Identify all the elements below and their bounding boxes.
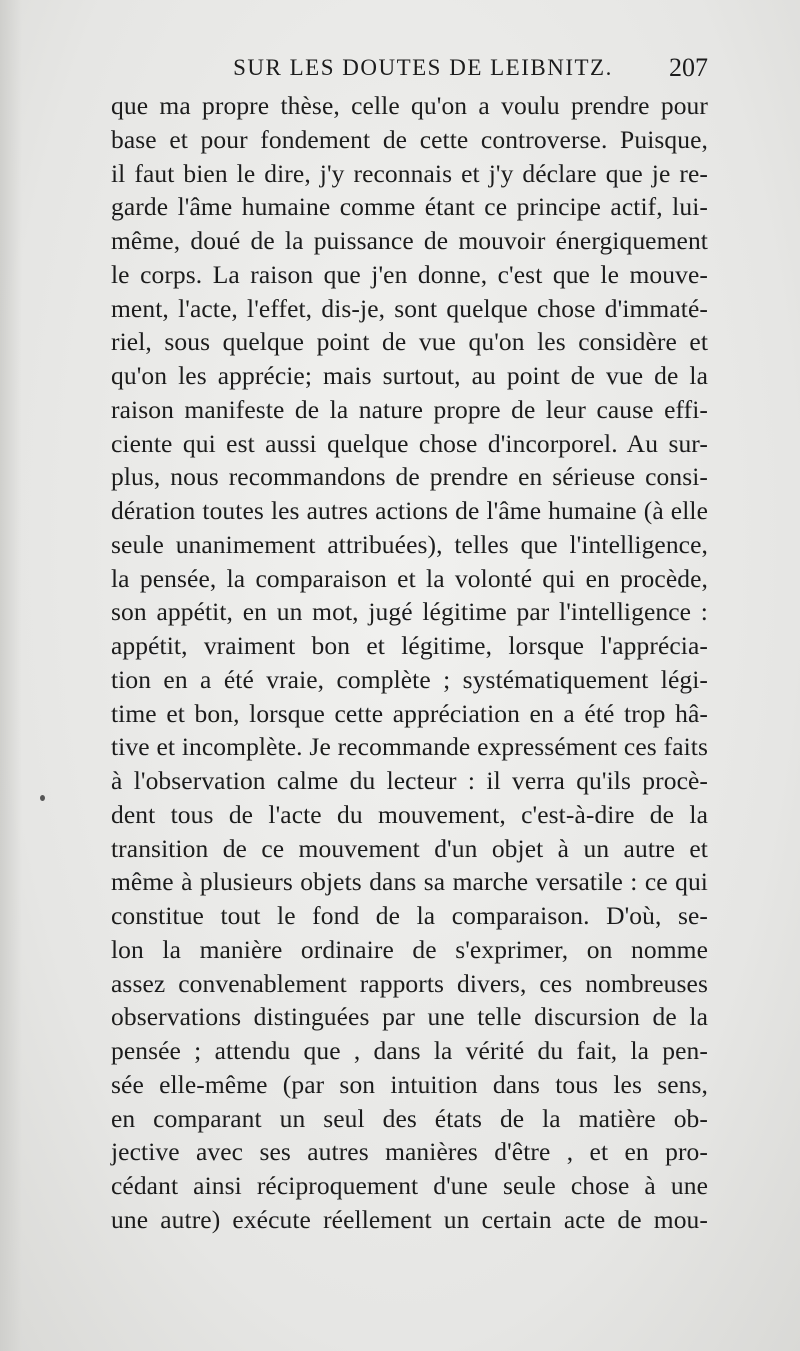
text-line: lon la manière ordinaire de s'exprimer, on nomme — [111, 934, 708, 964]
text-line: constitue tout le fond de la comparaison. D'où, se- — [111, 901, 708, 930]
text-line: dération toutes les autres actions de l'âme humaine (à elle — [111, 496, 708, 525]
text-line: raison manifeste de la nature propre de leur cause effi- — [111, 394, 708, 424]
text-line: son appétit, en un mot, jugé légitime par l'intelligence : — [111, 597, 708, 627]
text-line: à l'observation calme du lecteur : il verra qu'ils procè- — [111, 766, 708, 795]
text-line: transition de ce mouvement d'un objet à un autre et — [111, 833, 708, 863]
text-line: même, doué de la puissance de mouvoir énergiquement — [111, 226, 708, 255]
text-line: jective avec ses autres manières d'être , et en pro- — [111, 1137, 708, 1167]
text-line: plus, nous recommandons de prendre en sérieuse consi- — [111, 462, 708, 492]
text-line: seule unanimement attribuées), telles que l'intelligence, — [111, 529, 708, 559]
text-line: riel, sous quelque point de vue qu'on les considère et — [111, 327, 708, 357]
text-line: time et bon, lorsque cette appréciation en a été trop hâ- — [111, 698, 708, 728]
text-line: pensée ; attendu que , dans la vérité du fait, la pen- — [111, 1036, 708, 1065]
text-line: sée elle-même (par son intuition dans tous les sens, — [111, 1069, 708, 1099]
text-line: ment, l'acte, l'effet, dis-je, sont quelque chose d'immaté- — [111, 293, 708, 323]
page-edge-shadow — [0, 0, 22, 1351]
body-text — [111, 89, 708, 1237]
text-line: en comparant un seul des états de la matière ob- — [111, 1103, 708, 1133]
text-line: il faut bien le dire, j'y reconnais et j'y déclare que je re- — [111, 158, 708, 188]
running-title: SUR LES DOUTES DE LEIBNITZ. — [233, 55, 613, 80]
text-line: garde l'âme humaine comme étant ce principe actif, lui- — [111, 192, 708, 222]
text-line: qu'on les apprécie; mais surtout, au point de vue de la — [111, 361, 708, 390]
text-line: tion en a été vraie, complète ; systématiquement légi- — [111, 664, 708, 694]
text-line: ciente qui est aussi quelque chose d'incorporel. Au sur- — [111, 428, 708, 458]
text-line: que ma propre thèse, celle qu'on a voulu prendre pour — [111, 91, 708, 120]
text-line: assez convenablement rapports divers, ces nombreuses — [111, 968, 708, 998]
running-head — [110, 50, 710, 86]
text-line: cédant ainsi réciproquement d'une seule chose à une — [111, 1171, 708, 1200]
text-line: appétit, vraiment bon et légitime, lorsque l'apprécia- — [111, 631, 708, 660]
text-line: tive et incomplète. Je recommande expressément ces faits — [111, 732, 708, 762]
text-line: la pensée, la comparaison et la volonté qui en procède, — [111, 563, 708, 593]
ink-speck — [40, 795, 45, 801]
text-line: même à plusieurs objets dans sa marche versatile : ce qui — [111, 867, 708, 897]
page-number: 207 — [669, 53, 708, 82]
text-line: dent tous de l'acte du mouvement, c'est-à-dire de la — [111, 799, 708, 829]
text-line: le corps. La raison que j'en donne, c'est que le mouve- — [111, 259, 708, 289]
text-line: observations distinguées par une telle discursion de la — [111, 1002, 708, 1032]
text-line: une autre) exécute réellement un certain acte de mou- — [111, 1204, 708, 1234]
text-line: base et pour fondement de cette controverse. Puisque, — [111, 124, 708, 154]
